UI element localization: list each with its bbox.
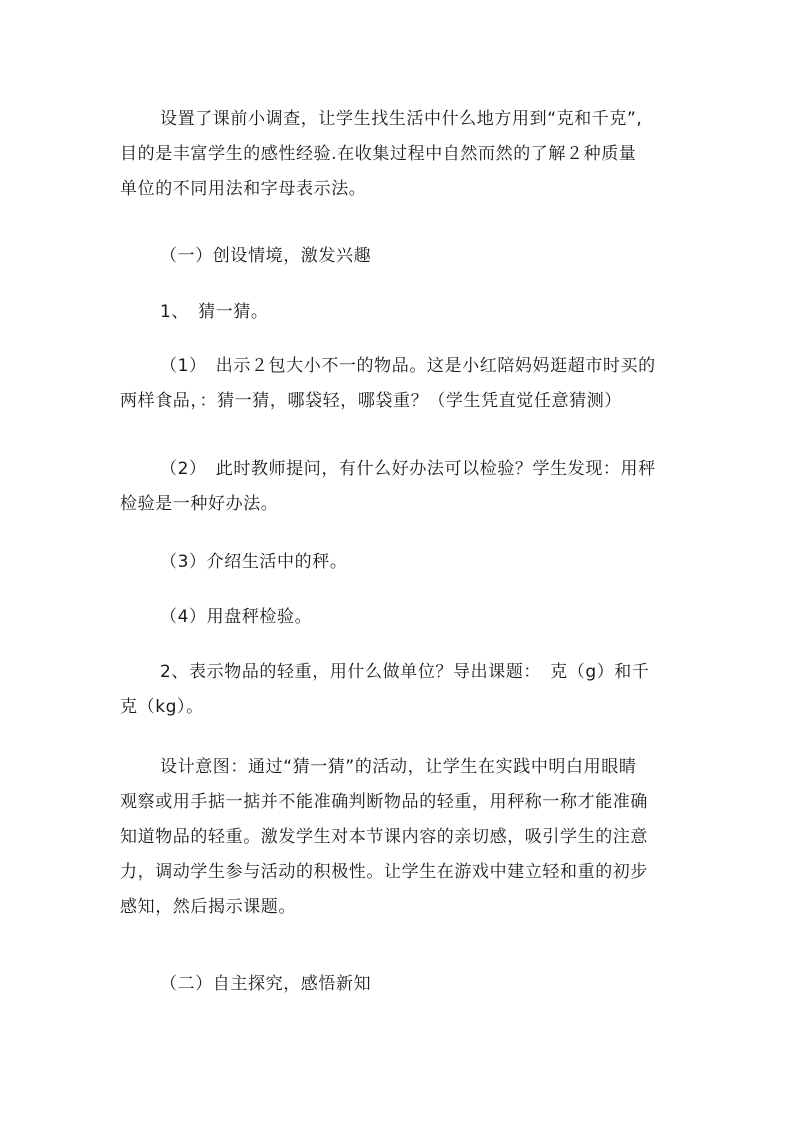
paragraph-topic [120, 655, 682, 725]
text-line: （3）介绍生活中的秤。 [160, 552, 348, 572]
text-line: 目的是丰富学生的感性经验.在收集过程中自然而然的了解２种质量 [120, 144, 637, 164]
text-line: 力，调动学生参与活动的积极性。让学生在游戏中建立轻和重的初步 [120, 862, 648, 882]
text-line: 设置了课前小调查，让学生找生活中什么地方用到“克和千克”, [160, 109, 643, 129]
paragraph-step-3 [120, 545, 682, 580]
text-line: 1、 猜一猜。 [160, 302, 269, 322]
text-line: （一）创设情境，激发兴趣 [160, 246, 372, 266]
text-line: 观察或用手掂一掂并不能准确判断物品的轻重，用秤称一称才能准确 [120, 792, 648, 812]
text-line: 知道物品的轻重。激发学生对本节课内容的亲切感，吸引学生的注意 [120, 827, 648, 847]
text-line: 克（kg）。 [120, 697, 204, 717]
paragraph-step-4 [120, 600, 682, 635]
text-line: （4）用盘秤检验。 [160, 607, 313, 627]
text-line: 两样食品，：猜一猜，哪袋轻，哪袋重？（学生凭直觉任意猜测） [120, 391, 622, 411]
text-line: 单位的不同用法和字母表示法。 [120, 179, 367, 199]
text-line: （1） 出示２包大小不一的物品。这是小红陪妈妈逛超市时买的 [160, 356, 656, 376]
paragraph-step-2 [120, 452, 682, 522]
section-heading-2 [120, 967, 682, 1002]
paragraph-design-intent [120, 750, 682, 925]
section-heading-1 [120, 239, 682, 274]
text-line: 2、表示物品的轻重，用什么做单位？导出课题： 克（g）和千 [160, 662, 650, 682]
text-line: （二）自主探究，感悟新知 [160, 974, 372, 994]
list-item-guess [120, 295, 682, 330]
paragraph-survey [120, 102, 682, 207]
text-line: （2） 此时教师提问，有什么好办法可以检验？学生发现：用秤 [160, 459, 656, 479]
text-line: 检验是一种好办法。 [120, 494, 279, 514]
text-line: 设计意图：通过“猜一猜”的活动，让学生在实践中明白用眼睛 [160, 757, 637, 777]
text-line: 感知，然后揭示课题。 [120, 897, 296, 917]
paragraph-step-1 [120, 349, 682, 419]
